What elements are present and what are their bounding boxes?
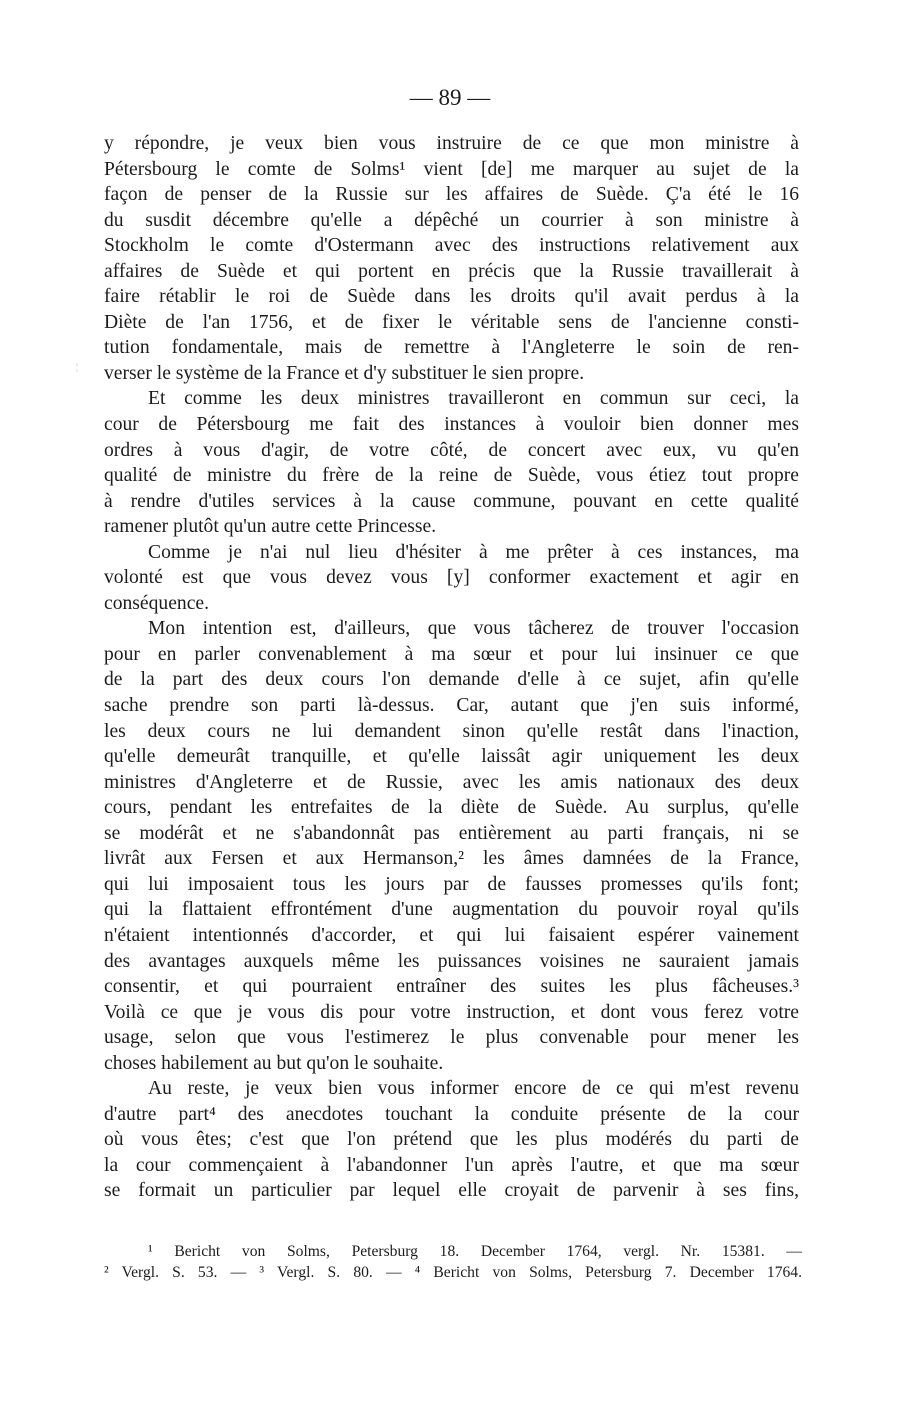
text-line: n'étaient intentionnés d'accorder, et qui lui faisaient espérer vainement <box>104 924 799 946</box>
text-line: se formait un particulier par lequel elle croyait de parvenir à ses fins, <box>104 1180 799 1202</box>
text-line: ordres à vous d'agir, de votre côté, de concert avec eux, vu qu'en <box>104 439 799 461</box>
footnote-line: ¹ Bericht von Solms, Petersburg 18. December 1764, vergl. Nr. 15381. — <box>148 1243 802 1260</box>
paragraph-start-line: Comme je n'ai nul lieu d'hésiter à me prêter à ces instances, ma <box>148 541 799 563</box>
text-line: des avantages auxquels même les puissances voisines ne sauraient jamais <box>104 950 799 972</box>
text-line: Stockholm le comte d'Ostermann avec des instructions relativement aux <box>104 235 799 257</box>
text-line: pour en parler convenablement à ma sœur et pour lui insinuer ce que <box>104 643 799 665</box>
text-line: tution fondamentale, mais de remettre à l'Angleterre le soin de ren- <box>104 337 799 359</box>
text-line: choses habilement au but qu'on le souhaite. <box>104 1052 444 1074</box>
text-line: où vous êtes; c'est que l'on prétend que les plus modérés du parti de <box>104 1129 799 1151</box>
text-line: Pétersbourg le comte de Solms¹ vient [de] me marquer au sujet de la <box>104 158 799 180</box>
text-line: usage, selon que vous l'estimerez le plus convenable pour mener les <box>104 1027 799 1049</box>
text-line: cours, pendant les entrefaites de la diète de Suède. Au surplus, qu'elle <box>104 797 799 819</box>
text-line: façon de penser de la Russie sur les affaires de Suède. Ç'a été le 16 <box>104 184 799 206</box>
text-line: de la part des deux cours l'on demande d'elle à ce sujet, afin qu'elle <box>104 669 799 691</box>
text-line: du susdit décembre qu'elle a dépêché un courrier à son ministre à <box>104 209 799 231</box>
text-line: y répondre, je veux bien vous instruire de ce que mon ministre à <box>104 133 799 154</box>
text-line: qualité de ministre du frère de la reine de Suède, vous étiez tout propre <box>104 465 799 487</box>
text-line: affaires de Suède et qui portent en précis que la Russie travaillerait à <box>104 260 799 282</box>
page-number: — 89 — <box>409 85 491 110</box>
text-line: livrât aux Fersen et aux Hermanson,² les âmes damnées de la France, <box>104 848 799 870</box>
margin-tick-mark: ¦ <box>76 362 79 373</box>
paragraph-start-line: Au reste, je veux bien vous informer encore de ce qui m'est revenu <box>148 1078 799 1100</box>
text-line: faire rétablir le roi de Suède dans les droits qu'il avait perdus à la <box>104 286 799 308</box>
text-line: consentir, et qui pourraient entraîner des suites les plus fâcheuses.³ <box>104 976 799 998</box>
paragraph-start-line: Et comme les deux ministres travailleront en commun sur ceci, la <box>148 388 799 410</box>
text-line: les deux cours ne lui demandent sinon qu'elle restât dans l'inaction, <box>104 720 799 742</box>
text-line: la cour commençaient à l'abandonner l'un après l'autre, et que ma sœur <box>104 1154 799 1176</box>
text-line: ministres d'Angleterre et de Russie, avec les amis nationaux des deux <box>104 771 799 793</box>
text-line: d'autre part⁴ des anecdotes touchant la conduite présente de la cour <box>104 1103 799 1125</box>
footnotes <box>104 1241 802 1283</box>
text-line: qui la flattaient effrontément d'une augmentation du pouvoir royal qu'ils <box>104 899 799 921</box>
text-line: verser le système de la France et d'y substituer le sien propre. <box>104 362 585 384</box>
text-line: conséquence. <box>104 592 209 614</box>
text-line: sache prendre son parti là-dessus. Car, autant que j'en suis informé, <box>104 695 799 717</box>
body-text <box>104 131 799 1204</box>
text-line: Diète de l'an 1756, et de fixer le véritable sens de l'ancienne consti- <box>104 311 799 333</box>
text-line: qu'elle demeurât tranquille, et qu'elle laissât agir uniquement les deux <box>104 746 799 768</box>
text-line: Voilà ce que je vous dis pour votre instruction, et dont vous ferez votre <box>104 1001 799 1023</box>
text-line: cour de Pétersbourg me fait des instances à vouloir bien donner mes <box>104 414 799 436</box>
paragraph-start-line: Mon intention est, d'ailleurs, que vous tâcherez de trouver l'occasion <box>148 618 799 640</box>
text-line: se modérât et ne s'abandonnât pas entièrement au parti français, ni se <box>104 822 799 844</box>
text-line: ramener plutôt qu'un autre cette Princesse. <box>104 516 437 538</box>
text-line: qui lui imposaient tous les jours par de fausses promesses qu'ils font; <box>104 873 799 895</box>
footnote-line: ² Vergl. S. 53. — ³ Vergl. S. 80. — ⁴ Bericht von Solms, Petersburg 7. December 1764. <box>104 1264 802 1281</box>
text-line: volonté est que vous devez vous [y] conformer exactement et agir en <box>104 567 799 589</box>
text-line: à rendre d'utiles services à la cause commune, pouvant en cette qualité <box>104 490 799 512</box>
